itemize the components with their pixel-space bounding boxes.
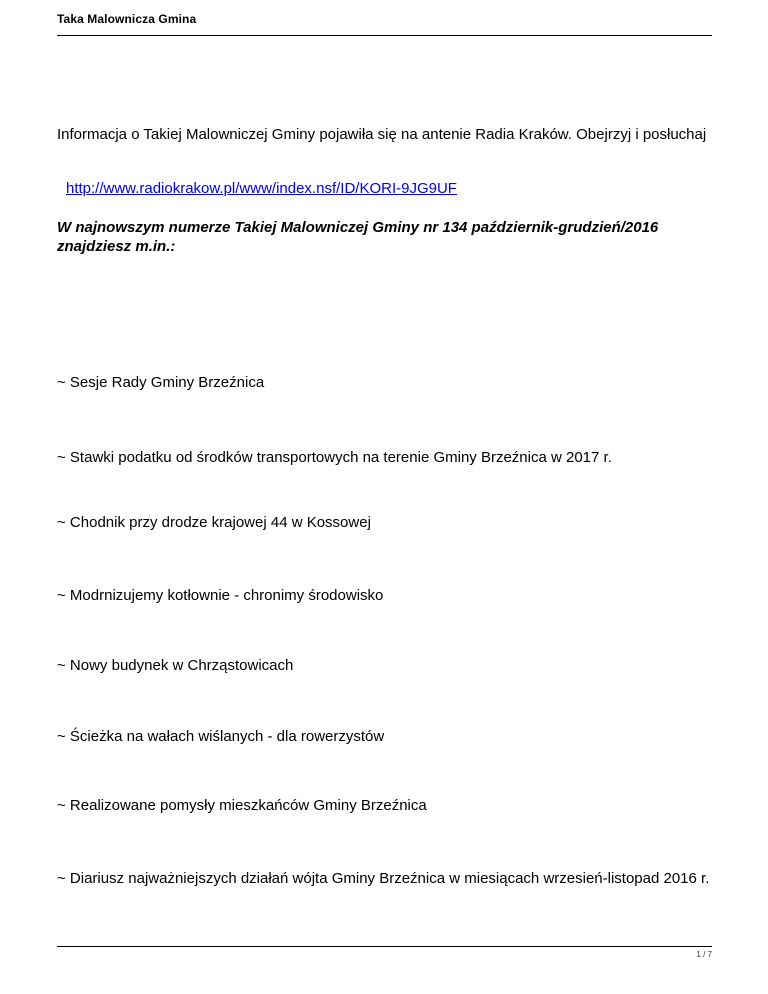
list-item: ~ Chodnik przy drodze krajowej 44 w Kossowej [57,514,371,531]
issue-heading: W najnowszym numerze Takiej Malowniczej Gminy nr 134 październik-grudzień/2016 znajdziesz m.in.: [57,219,659,255]
list-item: ~ Stawki podatku od środków transportowych na terenie Gminy Brzeźnica w 2017 r. [57,449,612,466]
list-item: ~ Sesje Rady Gminy Brzeźnica [57,374,265,391]
header-divider [57,35,712,36]
page-number: 1 / 7 [696,950,712,959]
list-item: ~ Diariusz najważniejszych działań wójta Gminy Brzeźnica w miesiącach wrzesień-listopad 2016 r. [57,870,710,887]
footer-divider [57,946,712,947]
list-item: ~ Ścieżka na wałach wiślanych - dla rowerzystów [57,728,385,745]
radio-krakow-link[interactable]: http://www.radiokrakow.pl/www/index.nsf/ID/KORI-9JG9UF [66,180,457,197]
page-header-title: Taka Malownicza Gmina [57,12,197,26]
list-item: ~ Nowy budynek w Chrząstowicach [57,657,294,674]
intro-paragraph: Informacja o Takiej Malowniczej Gminy pojawiła się na antenie Radia Kraków. Obejrzyj i posłuchaj [57,126,707,143]
list-item: ~ Realizowane pomysły mieszkańców Gminy Brzeźnica [57,797,427,814]
list-item: ~ Modrnizujemy kotłownie - chronimy środowisko [57,587,384,604]
